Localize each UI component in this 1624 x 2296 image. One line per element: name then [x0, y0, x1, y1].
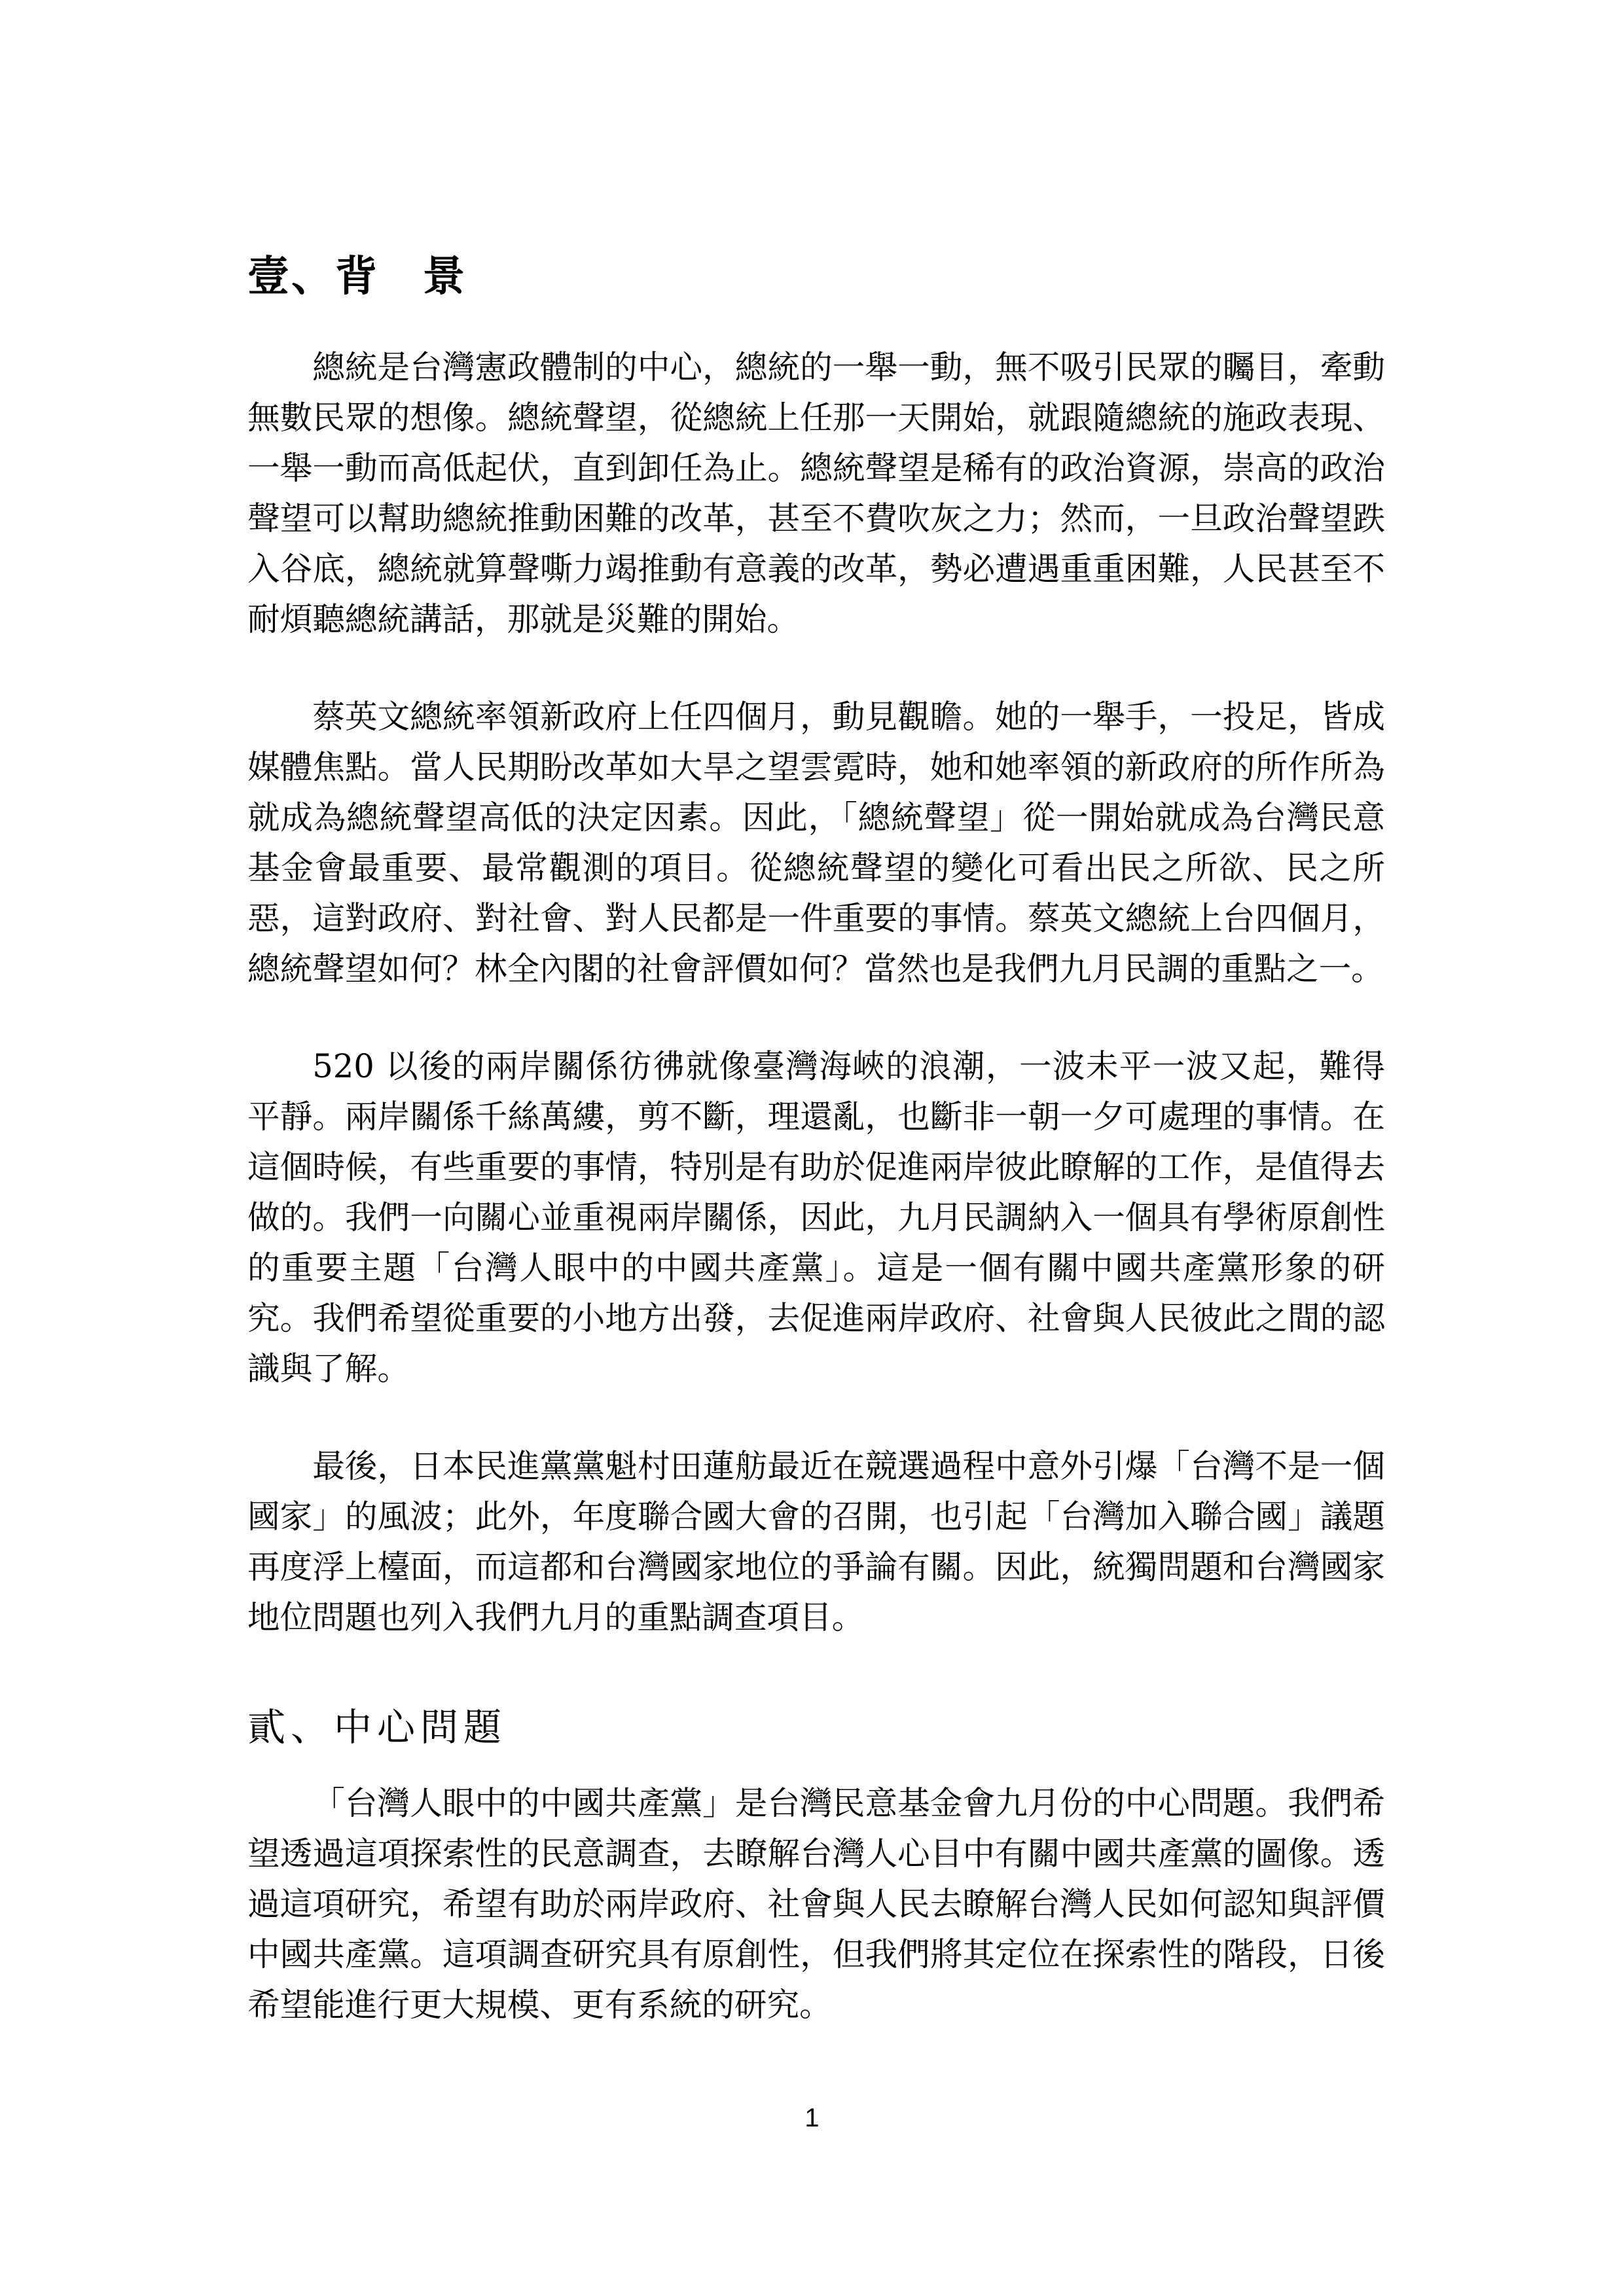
- body-paragraph: 總統是台灣憲政體制的中心，總統的一舉一動，無不吸引民眾的矚目，牽動無數民眾的想像。總統聲望，從總統上任那一天開始，就跟隨總統的施政表現、一舉一動而高低起伏，直到卸任為止。總統聲望是稀有的政治資源，崇高的政治聲望可以幫助總統推動困難的改革，甚至不費吹灰之力；然而，一旦政治聲望跌入谷底，總統就算聲嘶力竭推動有意義的改革，勢必遭遇重重困難，人民甚至不耐煩聽總統講話，那就是災難的開始。: [247, 348, 1385, 638]
- section-background: [247, 247, 1385, 1643]
- document-body: [247, 247, 1385, 2030]
- body-paragraph: 最後，日本民進黨黨魁村田蓮舫最近在競選過程中意外引爆「台灣不是一個國家」的風波；此外，年度聯合國大會的召開，也引起「台灣加入聯合國」議題再度浮上檯面，而這都和台灣國家地位的爭論有關。因此，統獨問題和台灣國家地位問題也列入我們九月的重點調查項目。: [247, 1447, 1385, 1636]
- page-number: 1: [804, 2104, 820, 2132]
- body-paragraph: 蔡英文總統率領新政府上任四個月，動見觀瞻。她的一舉手，一投足，皆成媒體焦點。當人民期盼改革如大旱之望雲霓時，她和她率領的新政府的所作所為就成為總統聲望高低的決定因素。因此，「總統聲望」從一開始就成為台灣民意基金會最重要、最常觀測的項目。從總統聲望的變化可看出民之所欲、民之所惡，這對政府、對社會、對人民都是一件重要的事情。蔡英文總統上台四個月，總統聲望如何？林全內閣的社會評價如何？當然也是我們九月民調的重點之一。: [247, 698, 1385, 988]
- section-heading-central-question: 貳、中心問題: [247, 1705, 507, 1749]
- section-central-question: [247, 1698, 1385, 2030]
- body-paragraph: 520 以後的兩岸關係彷彿就像臺灣海峽的浪潮，一波未平一波又起，難得平靜。兩岸關係千絲萬縷，剪不斷，理還亂，也斷非一朝一夕可處理的事情。在這個時候，有些重要的事情，特別是有助於促進兩岸彼此瞭解的工作，是值得去做的。我們一向關心並重視兩岸關係，因此，九月民調納入一個具有學術原創性的重要主題「台灣人眼中的中國共產黨」。這是一個有關中國共產黨形象的研究。我們希望從重要的小地方出發，去促進兩岸政府、社會與人民彼此之間的認識與了解。: [247, 1047, 1385, 1388]
- section-heading-background: 壹、背 景: [247, 252, 467, 301]
- body-paragraph: 「台灣人眼中的中國共產黨」是台灣民意基金會九月份的中心問題。我們希望透過這項探索性的民意調查，去瞭解台灣人心目中有關中國共產黨的圖像。透過這項研究，希望有助於兩岸政府、社會與人民去瞭解台灣人民如何認知與評價中國共產黨。這項調查研究具有原創性，但我們將其定位在探索性的階段，日後希望能進行更大規模、更有系統的研究。: [247, 1784, 1385, 2024]
